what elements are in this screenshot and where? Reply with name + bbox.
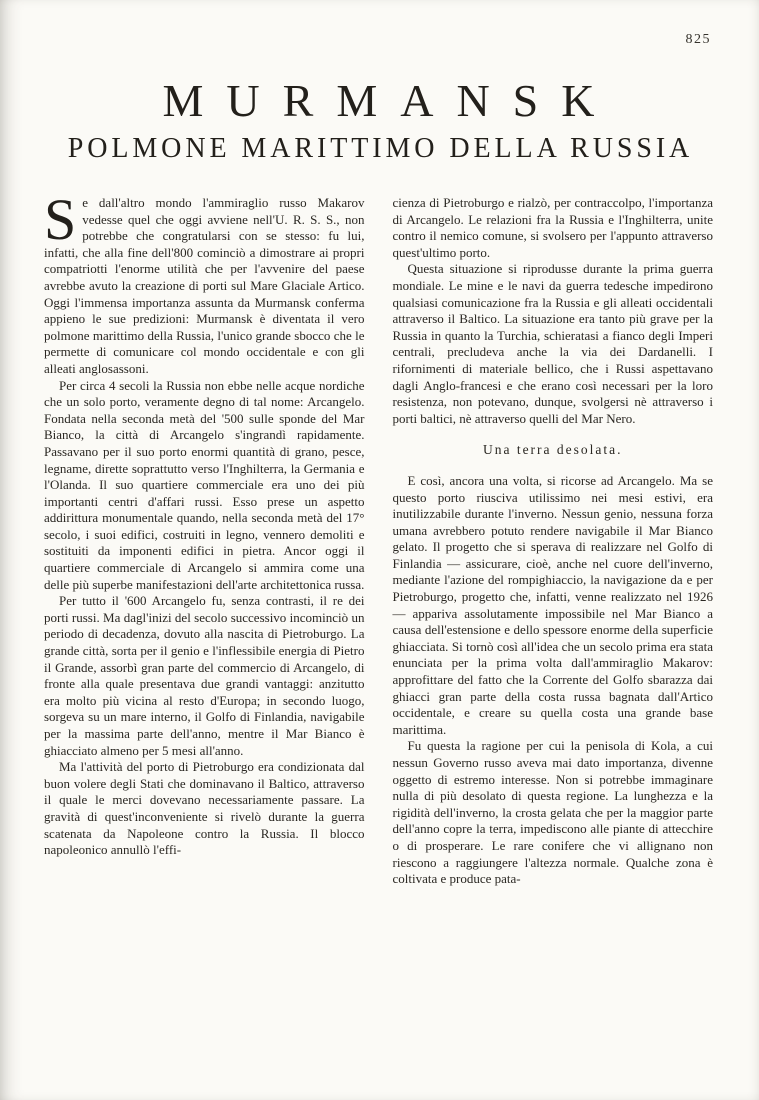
article-subtitle: POLMONE MARITTIMO DELLA RUSSIA [67,133,694,164]
article-columns [44,187,713,888]
paragraph [44,187,365,378]
paragraph: Per circa 4 secoli la Russia non ebbe nelle acque nordiche che un solo porto, veramente degno di tal nome: Arcangelo. Fondata nella seconda metà del '500 sulle sponde del Mar Bianco, la città di Arcangelo s'ingrandì rapidamente. Passavano per il suo porto enormi quantità di grano, pesce, legname, dirette soprattutto verso l'Inghilterra, la Germania e l'Olanda. Il suo quartiere commerciale era uno dei più importanti centri d'affari russi. Esso prese un aspetto addirittura monumentale quando, nella seconda metà del 17° secolo, i suoi edifici, costruiti in legno, vennero demoliti e sostituiti da imponenti edifici in pietra. Ancor oggi il quartiere commerciale di Arcangelo si ammira come una delle più superbe manifestazioni dell'arte architettonica russa. [44,377,365,592]
section-heading: Una terra desolata. [482,442,623,458]
paragraph: E così, ancora una volta, si ricorse ad Arcangelo. Ma se questo porto riusciva utilissimo nei mesi estivi, era inutilizzabile durante l'inverno. Nessun genio, nessuna forza umana avrebbero potuto rendere navigabile il Mar Bianco gelato. Il progetto che si sperava di realizzare nel Golfo di Finlandia — assicurare, cioè, anche nel cuore dell'inverno, mediante l'azione del rompighiaccio, la navigazione da e per Pietroburgo, progetto che, infatti, venne realizzato nel 1926 — appariva assolutamente impossibile nel Mar Bianco a causa dell'estensione e dello spessore enorme della superficie ghiacciata. Si tornò così all'idea che un secolo prima era stata enunciata per la prima volta dall'ammiraglio Makarov: approfittare del fatto che la Corrente del Golfo sbarazza dai ghiacci gran parte della costa russa bagnata dall'Artico occidentale, e creare su quella costa una grande base marittima. [392,472,713,737]
drop-cap: S [44,187,77,252]
paragraph: Per tutto il '600 Arcangelo fu, senza contrasti, il re dei porti russi. Ma dagl'inizi del secolo successivo incominciò un periodo di decadenza, dovuto alla nascita di Pietroburgo. La grande città, sorta per il genio e l'inflessibile energia di Pietro il Grande, assorbì gran parte del commercio di Arcangelo, di fronte alla quale presentava due grandi vantaggi: anzitutto era molto più vicina al resto d'Europa; in secondo luogo, sorgeva su un mare interno, il Golfo di Finlandia, navigabile per la massima parte dell'anno, mentre il Mar Bianco è ghiacciato almeno per 5 mesi all'anno. [44,593,365,758]
article-title: MURMANSK [162,75,618,126]
paragraph: cienza di Pietroburgo e rialzò, per contraccolpo, l'importanza di Arcangelo. Le relazioni fra la Russia e l'Inghilterra, unite contro il nemico comune, si svolsero per l'appunto attraverso quest'ultimo porto. [392,195,713,260]
paragraph: Ma l'attività del porto di Pietroburgo era condizionata dal buon volere degli Stati che dominavano il Baltico, attraverso il quale le merci dovevano necessariamente passare. La gravità di quest'inconveniente si rivelò durante la guerra scatenata da Napoleone contro la Russia. Il blocco napoleonico annullò l'effi- [44,759,365,858]
right-column [393,195,714,888]
paragraph: Fu questa la ragione per cui la penisola di Kola, a cui nessun Governo russo aveva mai dato importanza, divenne oggetto di estremo interesse. Non si potrebbe immaginare nulla di più desolato di questa regione. La lunghezza e la rigidità dell'inverno, la crosta gelata che per la maggior parte dell'anno copre la terra, impediscono alle piante di attecchire o di prosperare. Le rare conifere che vi allignano non riescono a raggiungere l'altezza normale. Qualche zona è coltivata e produce pata- [392,738,713,887]
left-column [44,187,365,888]
paragraph-text: e dall'altro mondo l'ammiraglio russo Makarov vedesse quel che oggi avviene nell'U. R. S. S., non potrebbe che congratularsi con se stesso: fu lui, infatti, che alla fine dell'800 cominciò a dimostrare ai propri compatriotti l'enorme utilità che per l'avvenire del paese avrebbe avuto la creazione di porti sul Mare Glaciale Artico. Oggi l'immensa importanza assunta da Murmansk conferma appieno le sue predizioni: Murmansk è diventata il vero polmone marittimo della Russia, l'unico grande sbocco che le permette di comunicare col mondo occidentale e con gli alleati anglosassoni. [44,195,365,376]
page-number: 825 [685,32,711,47]
paragraph: Questa situazione si riprodusse durante la prima guerra mondiale. Le mine e le navi da guerra tedesche impedirono qualsiasi comunicazione fra la Russia e gli alleati occidentali attraverso il Baltico. La situazione era tanto più grave per la Russia in quanto la Turchia, schieratasi a fianco degli Imperi centrali, precludeva anche la via dei Dardanelli. I rifornimenti di materiale bellico, che i Russi aspettavano dagli Anglo-francesi e che erano così necessari per la loro resistenza, non potevano, dunque, svolgersi nè attraverso i porti baltici, nè attraverso quelli del Mar Nero. [392,261,713,426]
